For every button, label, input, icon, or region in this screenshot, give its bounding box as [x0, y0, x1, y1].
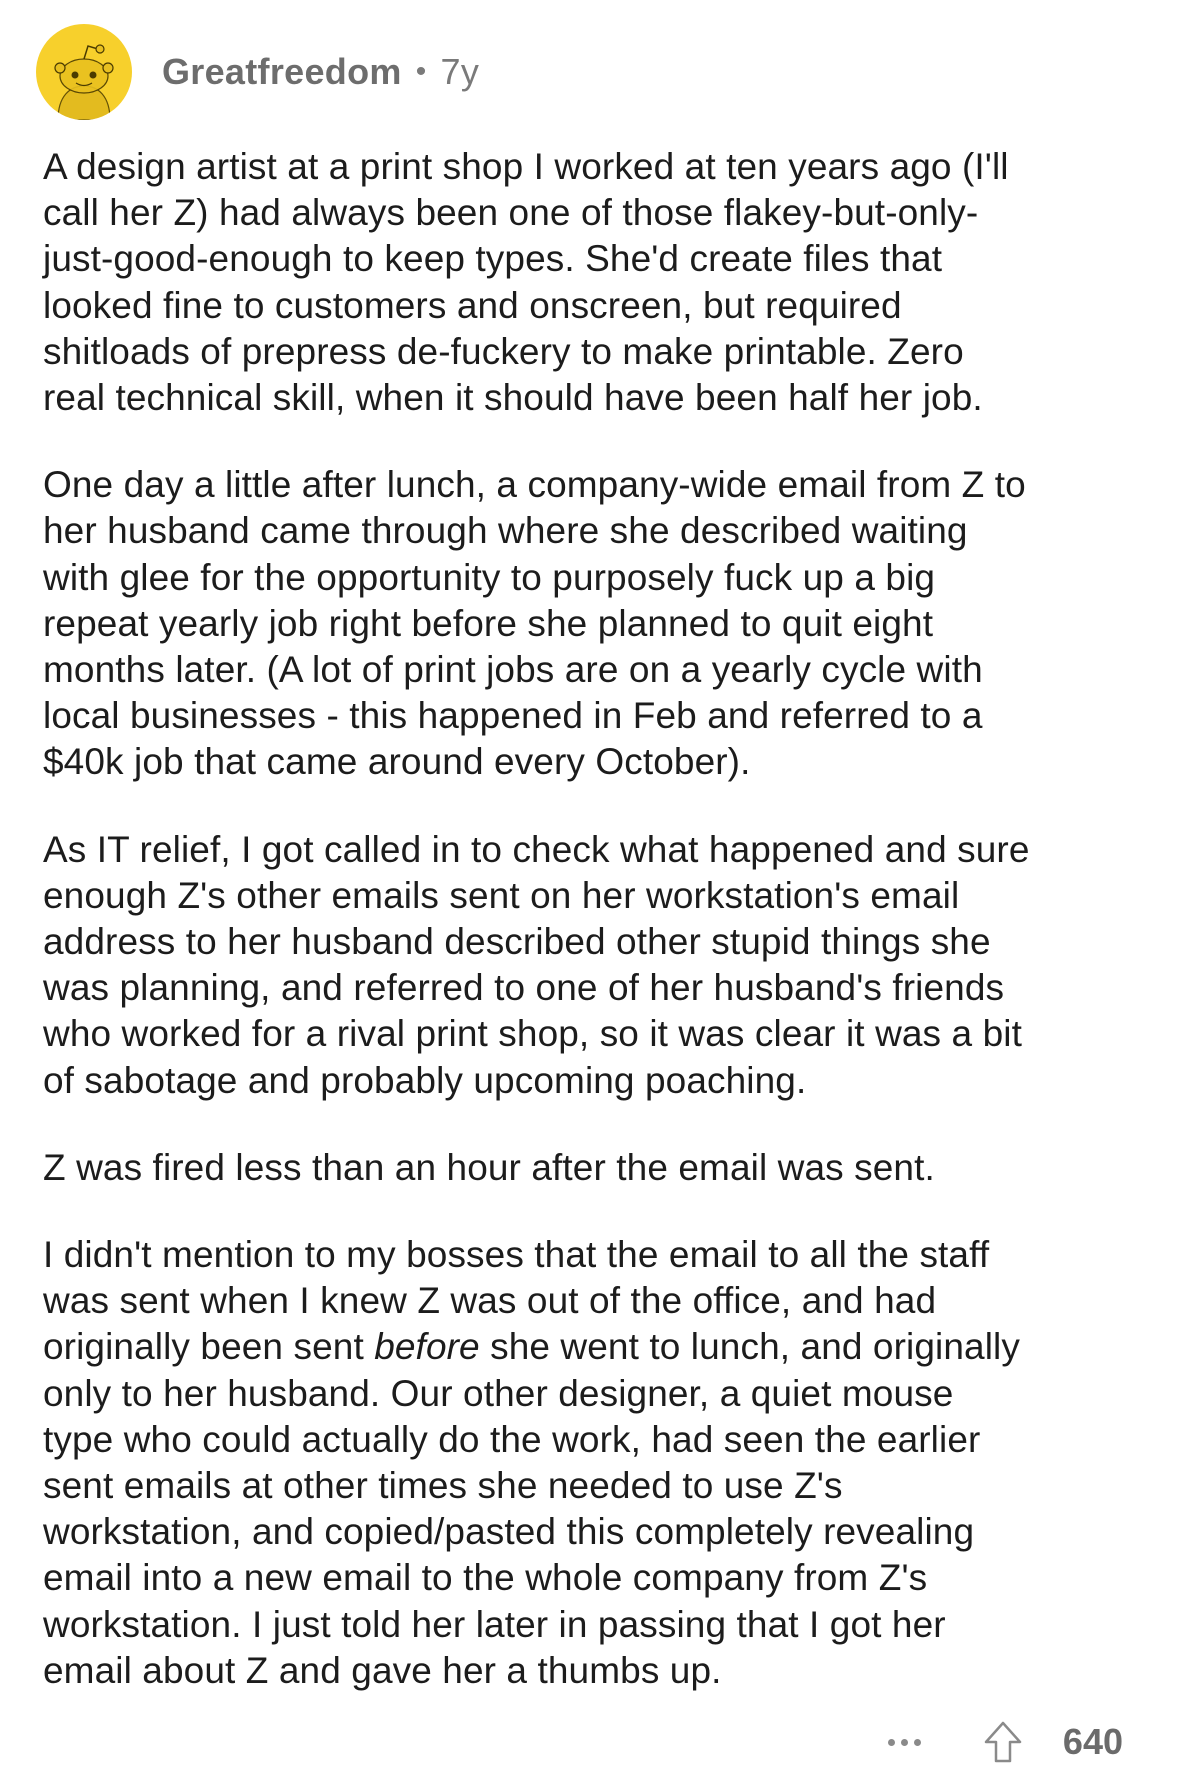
comment-meta	[162, 51, 479, 93]
meta-separator: •	[415, 55, 427, 88]
text-line: her husband came through where she described waiting	[43, 510, 968, 552]
comment-paragraph	[43, 1232, 1153, 1694]
text-line: workstation. I just told her later in passing that I got her	[43, 1603, 946, 1645]
text-line: was sent when I knew Z was out of the office, and had	[43, 1280, 937, 1322]
vote-score: 640	[1062, 1721, 1123, 1762]
text-line: Z was fired less than an hour after the email was sent.	[43, 1146, 935, 1188]
comment-body	[43, 144, 1153, 1735]
text-line: real technical skill, when it should have been half her job.	[43, 377, 983, 419]
comment-paragraph	[43, 144, 1153, 421]
text-line: looked fine to customers and onscreen, but required	[43, 284, 902, 326]
text-line: type who could actually do the work, had seen the earlier	[43, 1418, 981, 1460]
text-line: As IT relief, I got called in to check what happened and sure	[43, 828, 1030, 870]
text-line: enough Z's other emails sent on her workstation's email	[43, 874, 960, 916]
text-line: only to her husband. Our other designer, a quiet mouse	[43, 1372, 954, 1414]
text-line: A design artist at a print shop I worked at ten years ago (I'll	[43, 146, 1009, 187]
text-line: just-good-enough to keep types. She'd create files that	[43, 238, 943, 280]
text-line: shitloads of prepress de-fuckery to make printable. Zero	[43, 330, 964, 372]
text-line: months later. (A lot of print jobs are on a yearly cycle with	[43, 649, 983, 691]
emphasis-text: before	[374, 1326, 480, 1368]
text-line: with glee for the opportunity to purposely fuck up a big	[43, 556, 936, 598]
text-line: who worked for a rival print shop, so it was clear it was a bit	[43, 1013, 1022, 1055]
comment-paragraph	[43, 1145, 1153, 1191]
text-line	[43, 1324, 1153, 1370]
text-segment: she went to lunch, and originally	[479, 1326, 1020, 1368]
text-line: was planning, and referred to one of her husband's friends	[43, 967, 1005, 1009]
text-line: call her Z) had always been one of those flakey-but-only-	[43, 192, 979, 234]
comment-header	[36, 24, 479, 120]
text-line: email about Z and gave her a thumbs up.	[43, 1649, 722, 1691]
text-line: One day a little after lunch, a company-wide email from Z to	[43, 464, 1026, 506]
user-avatar-icon[interactable]	[36, 24, 132, 120]
username-link[interactable]: Greatfreedom	[162, 51, 402, 92]
comment-actions	[888, 1712, 1123, 1772]
text-line: $40k job that came around every October).	[43, 741, 751, 783]
upvote-arrow-icon[interactable]	[983, 1720, 1023, 1764]
text-line: address to her husband described other stupid things she	[43, 921, 991, 963]
text-line: sent emails at other times she needed to use Z's	[43, 1465, 843, 1507]
comment-age: 7y	[440, 51, 480, 92]
text-line: I didn't mention to my bosses that the email to all the staff	[43, 1234, 990, 1276]
text-line: workstation, and copied/pasted this completely revealing	[43, 1511, 975, 1553]
text-line: of sabotage and probably upcoming poaching.	[43, 1059, 807, 1101]
more-options-icon[interactable]	[888, 1739, 921, 1746]
comment-paragraph	[43, 462, 1153, 785]
text-line: email into a new email to the whole company from Z's	[43, 1557, 928, 1599]
text-line: repeat yearly job right before she planned to quit eight	[43, 602, 934, 644]
text-segment: originally been sent	[43, 1326, 375, 1368]
text-line: local businesses - this happened in Feb and referred to a	[43, 695, 983, 737]
comment-paragraph	[43, 827, 1153, 1104]
